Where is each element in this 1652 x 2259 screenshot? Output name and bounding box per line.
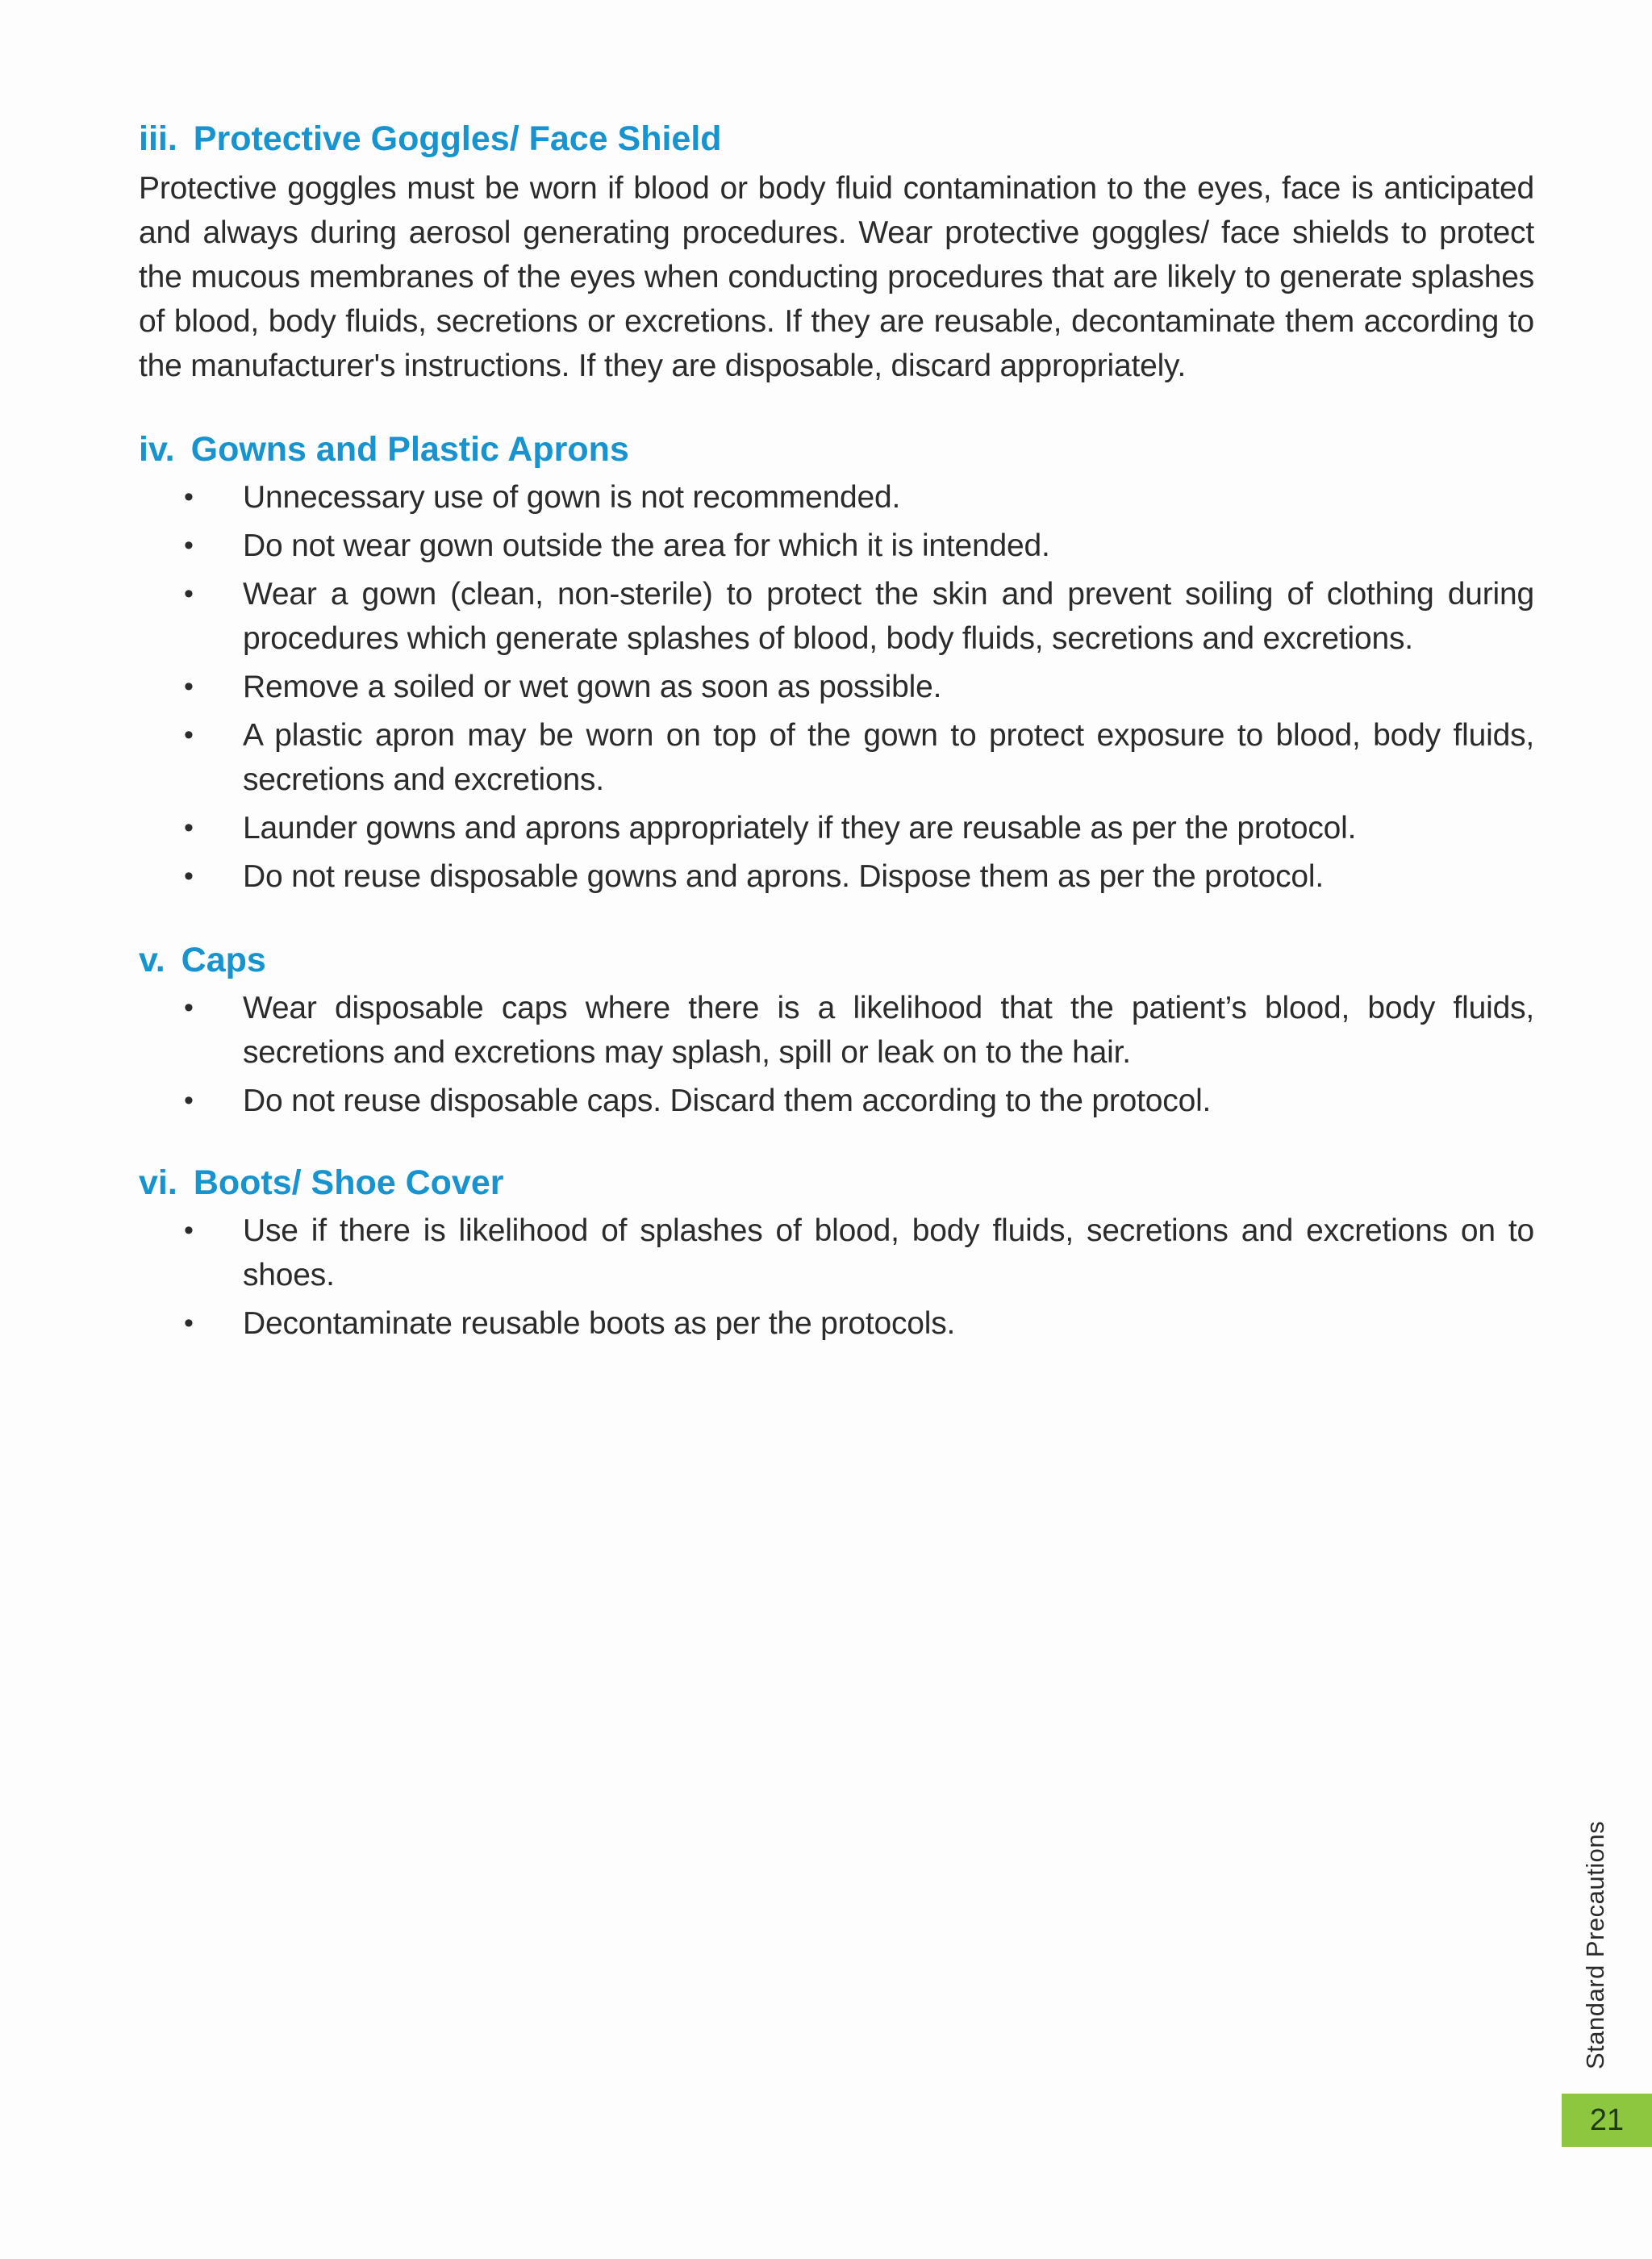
section-gowns-aprons xyxy=(139,424,1534,899)
list-item xyxy=(139,524,1534,568)
list-item xyxy=(139,1079,1534,1123)
bullet-icon: • xyxy=(184,1215,194,1246)
list-item-text: Do not wear gown outside the area for which it is intended. xyxy=(243,528,1050,563)
bullet-list xyxy=(139,1209,1534,1346)
section-title: Caps xyxy=(181,941,266,979)
list-item-text: Wear a gown (clean, non-sterile) to protect the skin and prevent soiling of clothing during procedures which generate splashes of blood, body fluids, secretions and excretions. xyxy=(243,577,1534,656)
page-number-badge: 21 xyxy=(1562,2094,1652,2147)
list-item-text: Wear disposable caps where there is a likelihood that the patient’s blood, body fluids, secretions and excretions may splash, spill or leak on to the hair. xyxy=(243,991,1534,1070)
bullet-icon: • xyxy=(184,812,194,843)
bullet-icon: • xyxy=(184,671,194,702)
section-heading xyxy=(139,1157,1534,1209)
section-boots-shoe-cover xyxy=(139,1157,1534,1346)
list-item xyxy=(139,1301,1534,1346)
chapter-side-label: Standard Precautions xyxy=(1581,1820,1609,2069)
list-item xyxy=(139,986,1534,1075)
bullet-icon: • xyxy=(184,482,194,512)
bullet-icon: • xyxy=(184,578,194,609)
section-heading xyxy=(139,934,1534,986)
section-caps xyxy=(139,934,1534,1123)
section-title: Boots/ Shoe Cover xyxy=(193,1163,504,1202)
section-paragraph: Protective goggles must be worn if blood or body fluid contamination to the eyes, face is anticipated and always during aerosol generating procedures. Wear protective goggles/ face shields to protect the mucous membranes of the eyes when conducting procedures that are likely to generate splashes of blood, body fluids, secretions or excretions. If they are reusable, decontaminate them according to the manufacturer's instructions. If they are disposable, discard appropriately. xyxy=(139,171,1534,383)
document-page xyxy=(139,113,1534,1350)
bullet-icon: • xyxy=(184,861,194,891)
bullet-list xyxy=(139,475,1534,899)
list-item-text: Decontaminate reusable boots as per the protocols. xyxy=(243,1306,956,1341)
list-item-text: Use if there is likelihood of splashes of blood, body fluids, secretions and excretions on to shoes. xyxy=(243,1213,1534,1292)
list-item-text: Do not reuse disposable gowns and aprons. Dispose them as per the protocol. xyxy=(243,859,1324,894)
bullet-icon: • xyxy=(184,992,194,1023)
list-item xyxy=(139,1209,1534,1297)
list-item xyxy=(139,475,1534,520)
section-heading xyxy=(139,424,1534,475)
list-item xyxy=(139,854,1534,899)
list-item-text: A plastic apron may be worn on top of the gown to protect exposure to blood, body fluids, secretions and excretions. xyxy=(243,718,1534,797)
bullet-icon: • xyxy=(184,530,194,561)
bullet-icon: • xyxy=(184,1085,194,1116)
list-item-text: Unnecessary use of gown is not recommended. xyxy=(243,480,901,515)
bullet-icon: • xyxy=(184,720,194,750)
list-item xyxy=(139,713,1534,802)
section-number: vi. xyxy=(139,1163,177,1202)
list-item-text: Do not reuse disposable caps. Discard them according to the protocol. xyxy=(243,1084,1212,1118)
section-number: iii. xyxy=(139,119,177,158)
section-protective-goggles xyxy=(139,113,1534,388)
section-title: Gowns and Plastic Aprons xyxy=(190,430,629,469)
section-heading xyxy=(139,113,1534,165)
list-item xyxy=(139,572,1534,661)
section-number: v. xyxy=(139,941,165,979)
section-title: Protective Goggles/ Face Shield xyxy=(193,119,722,158)
list-item xyxy=(139,806,1534,850)
bullet-icon: • xyxy=(184,1308,194,1338)
list-item-text: Remove a soiled or wet gown as soon as possible. xyxy=(243,670,942,704)
list-item xyxy=(139,665,1534,709)
section-number: iv. xyxy=(139,430,175,469)
list-item-text: Launder gowns and aprons appropriately if they are reusable as per the protocol. xyxy=(243,811,1357,846)
bullet-list xyxy=(139,986,1534,1123)
